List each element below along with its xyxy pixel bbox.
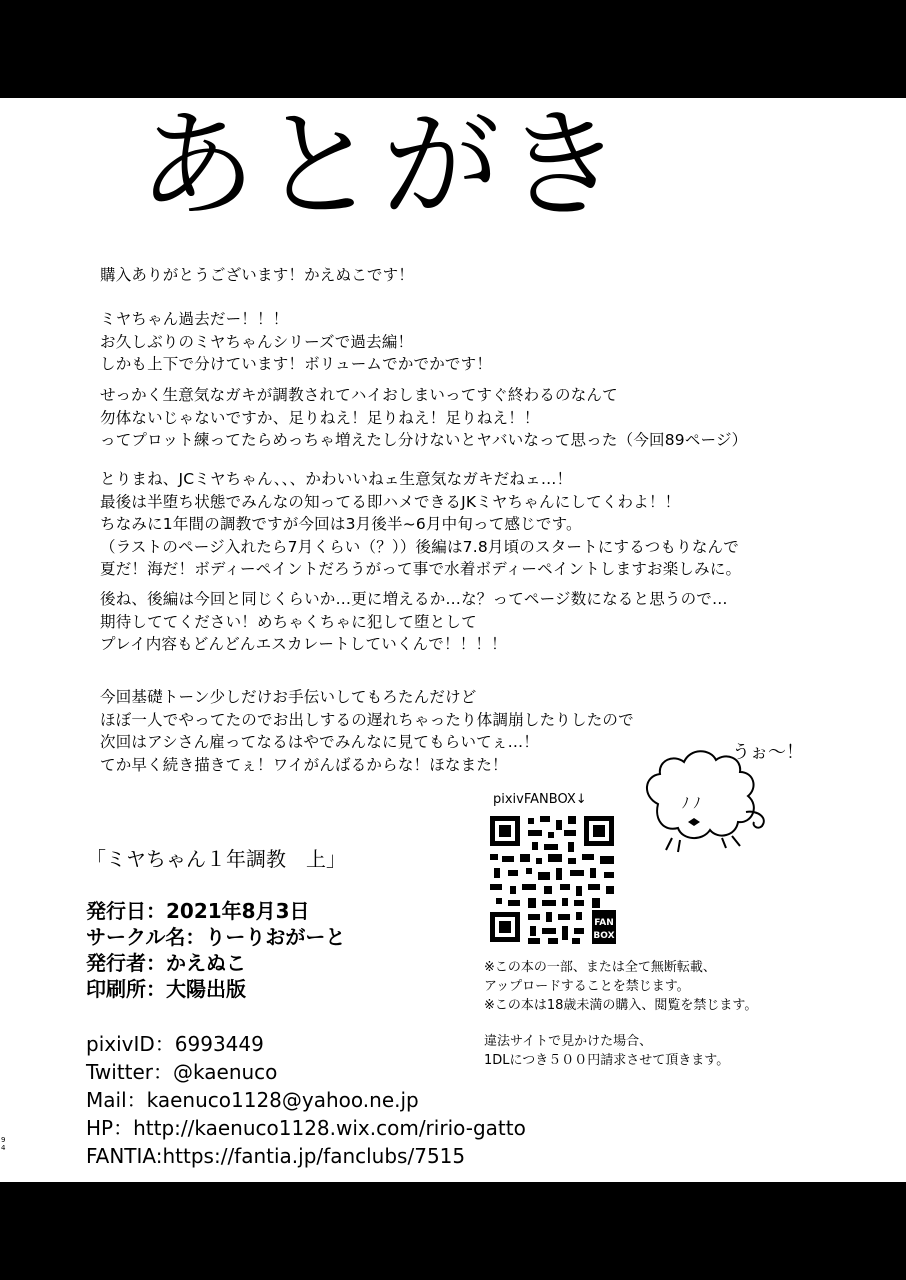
fanbox-label: pixivFANBOX↓ [493,792,587,807]
page-title: あとがき [138,96,627,234]
page-number-digit: 4 [1,1144,6,1152]
text-line: 最後は半堕ち状態でみんなの知ってる即ハメできるJKミヤちゃんにしてくわよ！！ [100,492,681,511]
pixiv-id: pixivID：6993449 [86,1032,264,1056]
fanbox-badge-line2: BOX [593,931,615,941]
notice-line: 1DLにつき５００円請求させて頂きます。 [484,1053,730,1068]
paragraph-4 [100,468,741,581]
text-line: とりまね、JCミヤちゃん、、、かわいいねェ生意気なガキだねェ…！ [100,470,573,488]
fantia-link: FANTIA:https://fantia.jp/fanclubs/7515 [86,1144,466,1168]
text-line: 期待しててください！めちゃくちゃに犯して堕として [100,612,477,631]
text-line: ちなみに1年間の調教ですが今回は3月後半~6月中旬って感じです。 [100,515,582,533]
text-line: 夏だ！海だ！ボディーペイントだろうがって事で水着ボディーペイントしますお楽しみに。 [100,560,742,578]
mail-address: Mail：kaenuco1128@yahoo.ne.jp [86,1088,419,1112]
notice-line: ※この本は18歳未満の購入、閲覧を禁じます。 [484,998,758,1013]
text-line: お久しぶりのミヤちゃんシリーズで過去編！ [100,332,414,351]
notice-line: 違法サイトで見かけた場合、 [484,1034,653,1049]
publication-info [86,898,345,1002]
text-line: 次回はアシさん雇ってなるはやでみんなに見てもらいてぇ…！ [100,733,539,751]
text-line: ってプロット練ってたらめっちゃ増えたし分けないとヤバいなって思った（今回89ページ） [100,431,748,449]
text-line: 購入ありがとうございます！かえぬこです！ [100,266,415,284]
qr-code [488,814,618,946]
svg-text:ﾉ ﾉ: ﾉ ﾉ [682,796,701,812]
contact-info [86,1030,526,1170]
text-line: ミヤちゃん過去だー！！！ [100,310,289,328]
page-number-digit: 9 [1,1136,6,1144]
publisher: 発行者：かえぬこ [86,951,246,975]
text-line: ほぼ一人でやってたのでお出しするの遅れちゃったり体調崩したりしたので [100,710,634,729]
text-line: （ラストのページ入れたら7月くらい（？））後編は7.8月頃のスタートにするつもりなんで [100,537,739,556]
text-line: てか早く続き描きてぇ！ワイがんばるからな！ほなまた！ [100,755,508,774]
qr-code-icon [488,814,618,946]
text-line: しかも上下で分けています！ボリュームでかでかです！ [100,355,493,373]
homepage-link: HP：http://kaenuco1128.wix.com/ririo-gatto [86,1116,526,1140]
text-line: 勿体ないじゃないですか、足りねえ！足りねえ！足りねえ！！ [100,408,540,427]
notice-line: ※この本の一部、または全て無断転載、 [484,960,716,975]
paragraph-1 [100,264,414,287]
text-line: 今回基礎トーン少しだけお手伝いしてもろたんだけど [100,688,477,706]
mascot-drawing [628,726,804,866]
page-number [1,1136,5,1152]
mascot-illustration [628,726,804,866]
paragraph-5 [100,588,728,656]
text-line: プレイ内容もどんどんエスカレートしていくんで！！！！ [100,635,507,653]
paragraph-6 [100,686,634,776]
notice-line: アップロードすることを禁じます。 [484,979,690,994]
publication-date: 発行日：2021年8月3日 [86,899,310,923]
page [0,98,906,1182]
mascot-speech: うぉ〜！ [732,742,804,763]
printer: 印刷所：大陽出版 [86,977,246,1001]
text-line: 後ね、後編は今回と同じくらいか…更に増えるか…な？ってページ数になると思うので… [100,590,728,608]
circle-name: サークル名：りーりおがーと [86,925,346,949]
copyright-notice [484,958,757,1015]
paragraph-3 [100,384,747,452]
fanbox-badge-line1: FAN [594,918,614,928]
paragraph-2 [100,308,492,376]
book-title: 「ミヤちゃん１年調教 上」 [86,847,346,871]
twitter-handle: Twitter：@kaenuco [86,1060,278,1084]
text-line: せっかく生意気なガキが調教されてハイおしまいってすぐ終わるのなんて [100,386,618,404]
